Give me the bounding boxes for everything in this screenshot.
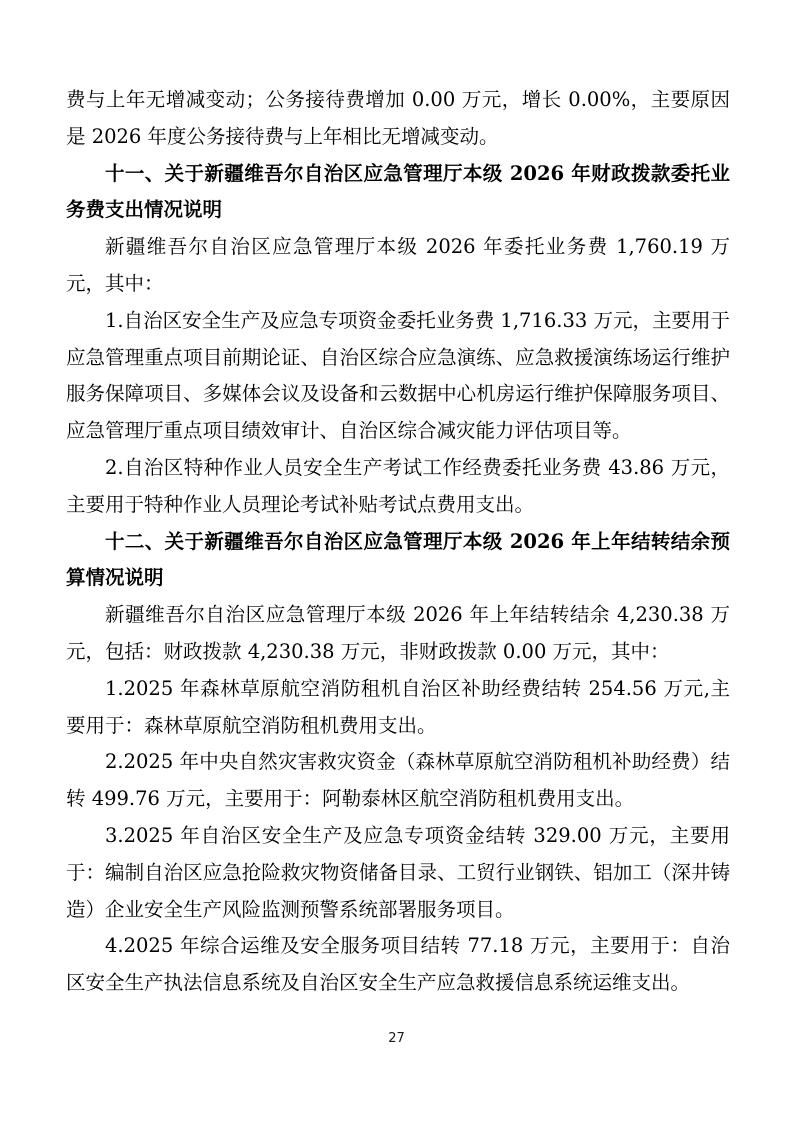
paragraph-carryover-item-4: 4.2025 年综合运维及安全服务项目结转 77.18 万元，主要用于：自治区安全生产执法信息系统及自治区安全生产应急救援信息系统运维支出。 bbox=[66, 934, 730, 995]
paragraph-carryover-total: 新疆维吾尔自治区应急管理厅本级 2026 年上年结转结余 4,230.38 万元，包括：财政拨款 4,230.38 万元，非财政拨款 0.00 万元，其中： bbox=[66, 603, 730, 663]
section-11-heading: 十一、关于新疆维吾尔自治区应急管理厅本级 2026 年财政拨款委托业务费支出情况说明 bbox=[66, 161, 730, 222]
paragraph-carryover-item-2: 2.2025 年中央自然灾害救灾资金（森林草原航空消防租机补助经费）结转 499.76 万元，主要用于：阿勒泰林区航空消防租机费用支出。 bbox=[66, 750, 730, 811]
paragraph-carryover-item-3: 3.2025 年自治区安全生产及应急专项资金结转 329.00 万元，主要用于：编制自治区应急抢险救灾物资储备目录、工贸行业钢铁、铝加工（深井铸造）企业安全生产风险监测预警系统部署服务项目。 bbox=[66, 823, 730, 921]
section-12-heading: 十二、关于新疆维吾尔自治区应急管理厅本级 2026 年上年结转结余预算情况说明 bbox=[66, 529, 730, 590]
paragraph-entrusted-business-fee-total: 新疆维吾尔自治区应急管理厅本级 2026 年委托业务费 1,760.19 万元，其中： bbox=[66, 235, 730, 295]
document-content bbox=[66, 82, 730, 1002]
paragraph-entrusted-item-2: 2.自治区特种作业人员安全生产考试工作经费委托业务费 43.86 万元，主要用于特种作业人员理论考试补贴考试点费用支出。 bbox=[66, 455, 730, 516]
page-number: 27 bbox=[388, 1031, 405, 1046]
paragraph-carryover-item-1: 1.2025 年森林草原航空消防租机自治区补助经费结转 254.56 万元,主要用于：森林草原航空消防租机费用支出。 bbox=[66, 676, 730, 737]
paragraph-official-reception-fee-continuation: 费与上年无增减变动；公务接待费增加 0.00 万元，增长 0.00%，主要原因是 2026 年度公务接待费与上年相比无增减变动。 bbox=[66, 88, 730, 148]
paragraph-entrusted-item-1: 1.自治区安全生产及应急专项资金委托业务费 1,716.33 万元，主要用于应急管理重点项目前期论证、自治区综合应急演练、应急救援演练场运行维护服务保障项目、多媒体会议及设备和云数据中心机房运行维护保障服务项目、应急管理厅重点项目绩效审计、自治区综合减灾能力评估项目等。 bbox=[66, 308, 730, 443]
